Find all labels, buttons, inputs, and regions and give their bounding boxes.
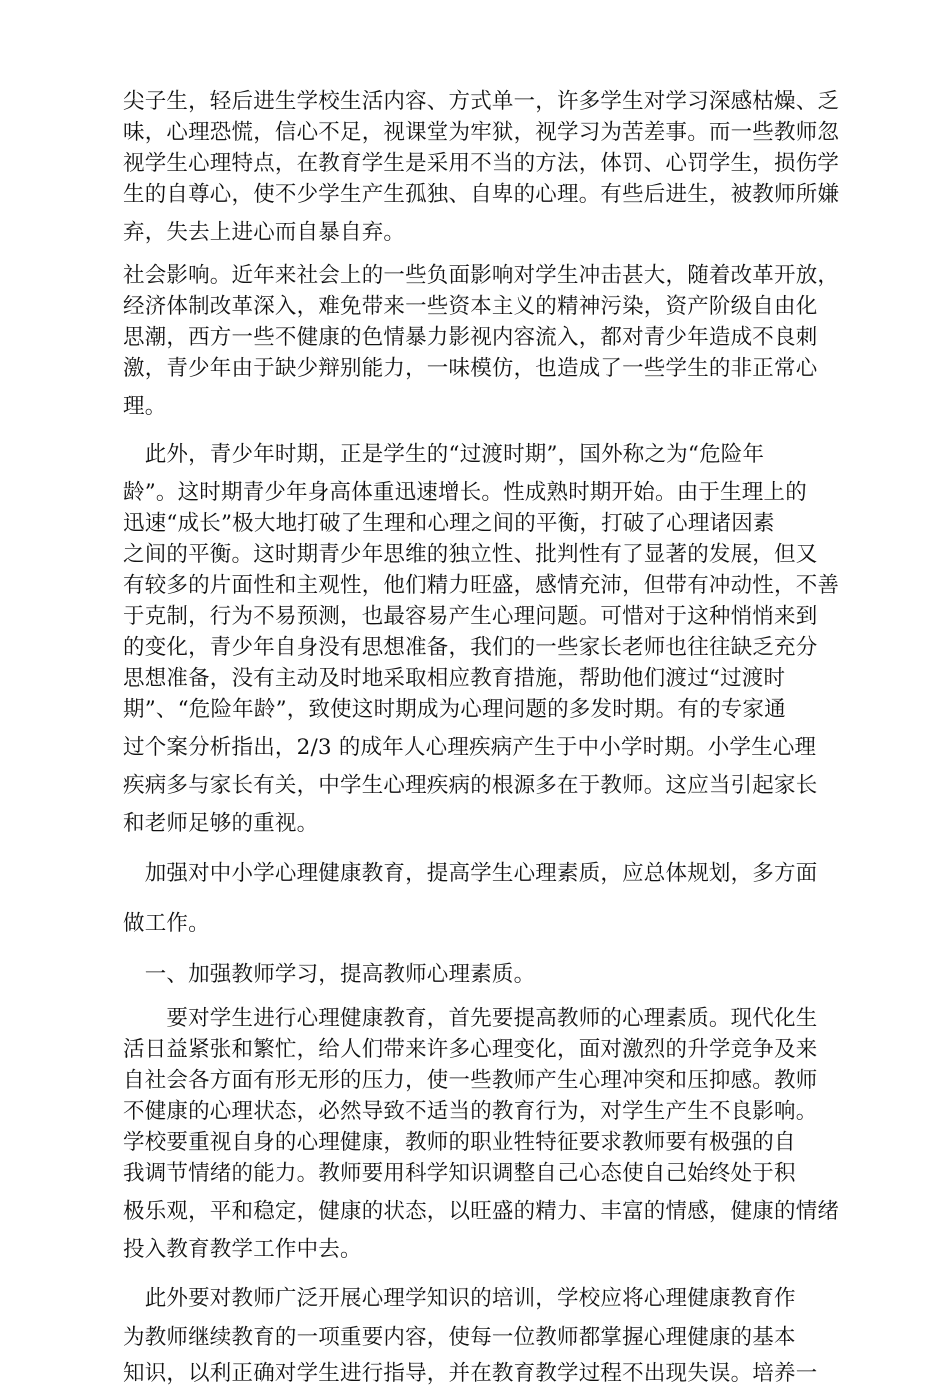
text-line: 弃，失去上进心而自暴自弃。 (123, 220, 406, 245)
text-line: 疾病多与家长有关，中学生心理疾病的根源多在于教师。这应当引起家长 (123, 773, 818, 798)
text-line: 加强对中小学心理健康教育，提高学生心理素质，应总体规划，多方面 (123, 861, 818, 886)
text-line: 为教师继续教育的一项重要内容，使每一位教师都掌握心理健康的基本 (123, 1325, 796, 1350)
text-line: 的变化，青少年自身没有思想准备，我们的一些家长老师也往往缺乏充分 (123, 635, 818, 660)
text-line: 此外要对教师广泛开展心理学知识的培训，学校应将心理健康教育作 (123, 1286, 796, 1311)
text-line: 生的自尊心，使不少学生产生孤独、自卑的心理。有些后进生，被教师所嫌 (123, 182, 840, 207)
text-line: 学校要重视自身的心理健康，教师的职业牲特征要求教师要有极强的自 (123, 1130, 796, 1155)
text-line: 激，青少年由于缺少辩别能力，一味模仿，也造成了一些学生的非正常心 (123, 356, 818, 381)
text-line: 自社会各方面有形无形的压力，使一些教师产生心理冲突和压抑感。教师 (123, 1068, 818, 1093)
text-line: 要对学生进行心理健康教育，首先要提高教师的心理素质。现代化生 (123, 1006, 818, 1031)
text-line: 味，心理恐慌，信心不足，视课堂为牢狱，视学习为苦差事。而一些教师忽 (123, 120, 840, 145)
text-line: 投入教育教学工作中去。 (123, 1237, 362, 1262)
text-line: 过个案分析指出，2/3 的成年人心理疾病产生于中小学时期。小学生心理 (123, 735, 817, 760)
text-line: 不健康的心理状态，必然导致不适当的教育行为，对学生产生不良影响。 (123, 1099, 818, 1124)
text-line: 思想准备，没有主动及时地采取相应教育措施，帮助他们渡过“过渡时 (123, 666, 786, 691)
text-line: 做工作。 (123, 911, 210, 936)
text-line: 期”、“危险年龄”，致使这时期成为心理问题的多发时期。有的专家通 (123, 697, 786, 722)
text-line: 活日益紧张和繁忙，给人们带来许多心理变化，面对激烈的升学竞争及来 (123, 1037, 818, 1062)
text-line: 社会影响。近年来社会上的一些负面影响对学生冲击甚大，随着改革开放， (123, 263, 840, 288)
text-line: 于克制，行为不易预测，也最容易产生心理问题。可惜对于这种悄悄来到 (123, 604, 818, 629)
text-line: 迅速“成长”极大地打破了生理和心理之间的平衡，打破了心理诸因素 (123, 511, 775, 536)
text-line: 此外，青少年时期，正是学生的“过渡时期”，国外称之为“危险年 (123, 442, 765, 467)
text-line: 理。 (123, 394, 167, 419)
text-line: 知识，以利正确对学生进行指导，并在教育教学过程不出现失误。培养一 (123, 1361, 818, 1386)
text-line: 之间的平衡。这时期青少年思维的独立性、批判性有了显著的发展，但又 (123, 542, 818, 567)
text-line: 极乐观，平和稳定，健康的状态，以旺盛的精力、丰富的情感，健康的情绪 (123, 1199, 840, 1224)
text-line: 尖子生，轻后进生学校生活内容、方式单一，许多学生对学习深感枯燥、乏 (123, 89, 840, 114)
text-line: 我调节情绪的能力。教师要用科学知识调整自己心态使自己始终处于积 (123, 1161, 796, 1186)
text-line: 有较多的片面性和主观性，他们精力旺盛，感情充沛，但带有冲动性，不善 (123, 573, 840, 598)
text-line: 经济体制改革深入，难免带来一些资本主义的精神污染，资产阶级自由化 (123, 294, 818, 319)
text-line: 龄”。这时期青少年身高体重迅速增长。性成熟时期开始。由于生理上的 (123, 480, 807, 505)
text-line: 和老师足够的重视。 (123, 811, 319, 836)
text-line: 视学生心理特点，在教育学生是采用不当的方法，体罚、心罚学生，损伤学 (123, 151, 840, 176)
text-line: 一、加强教师学习，提高教师心理素质。 (123, 962, 536, 987)
text-line: 思潮，西方一些不健康的色情暴力影视内容流入，都对青少年造成不良刺 (123, 325, 818, 350)
